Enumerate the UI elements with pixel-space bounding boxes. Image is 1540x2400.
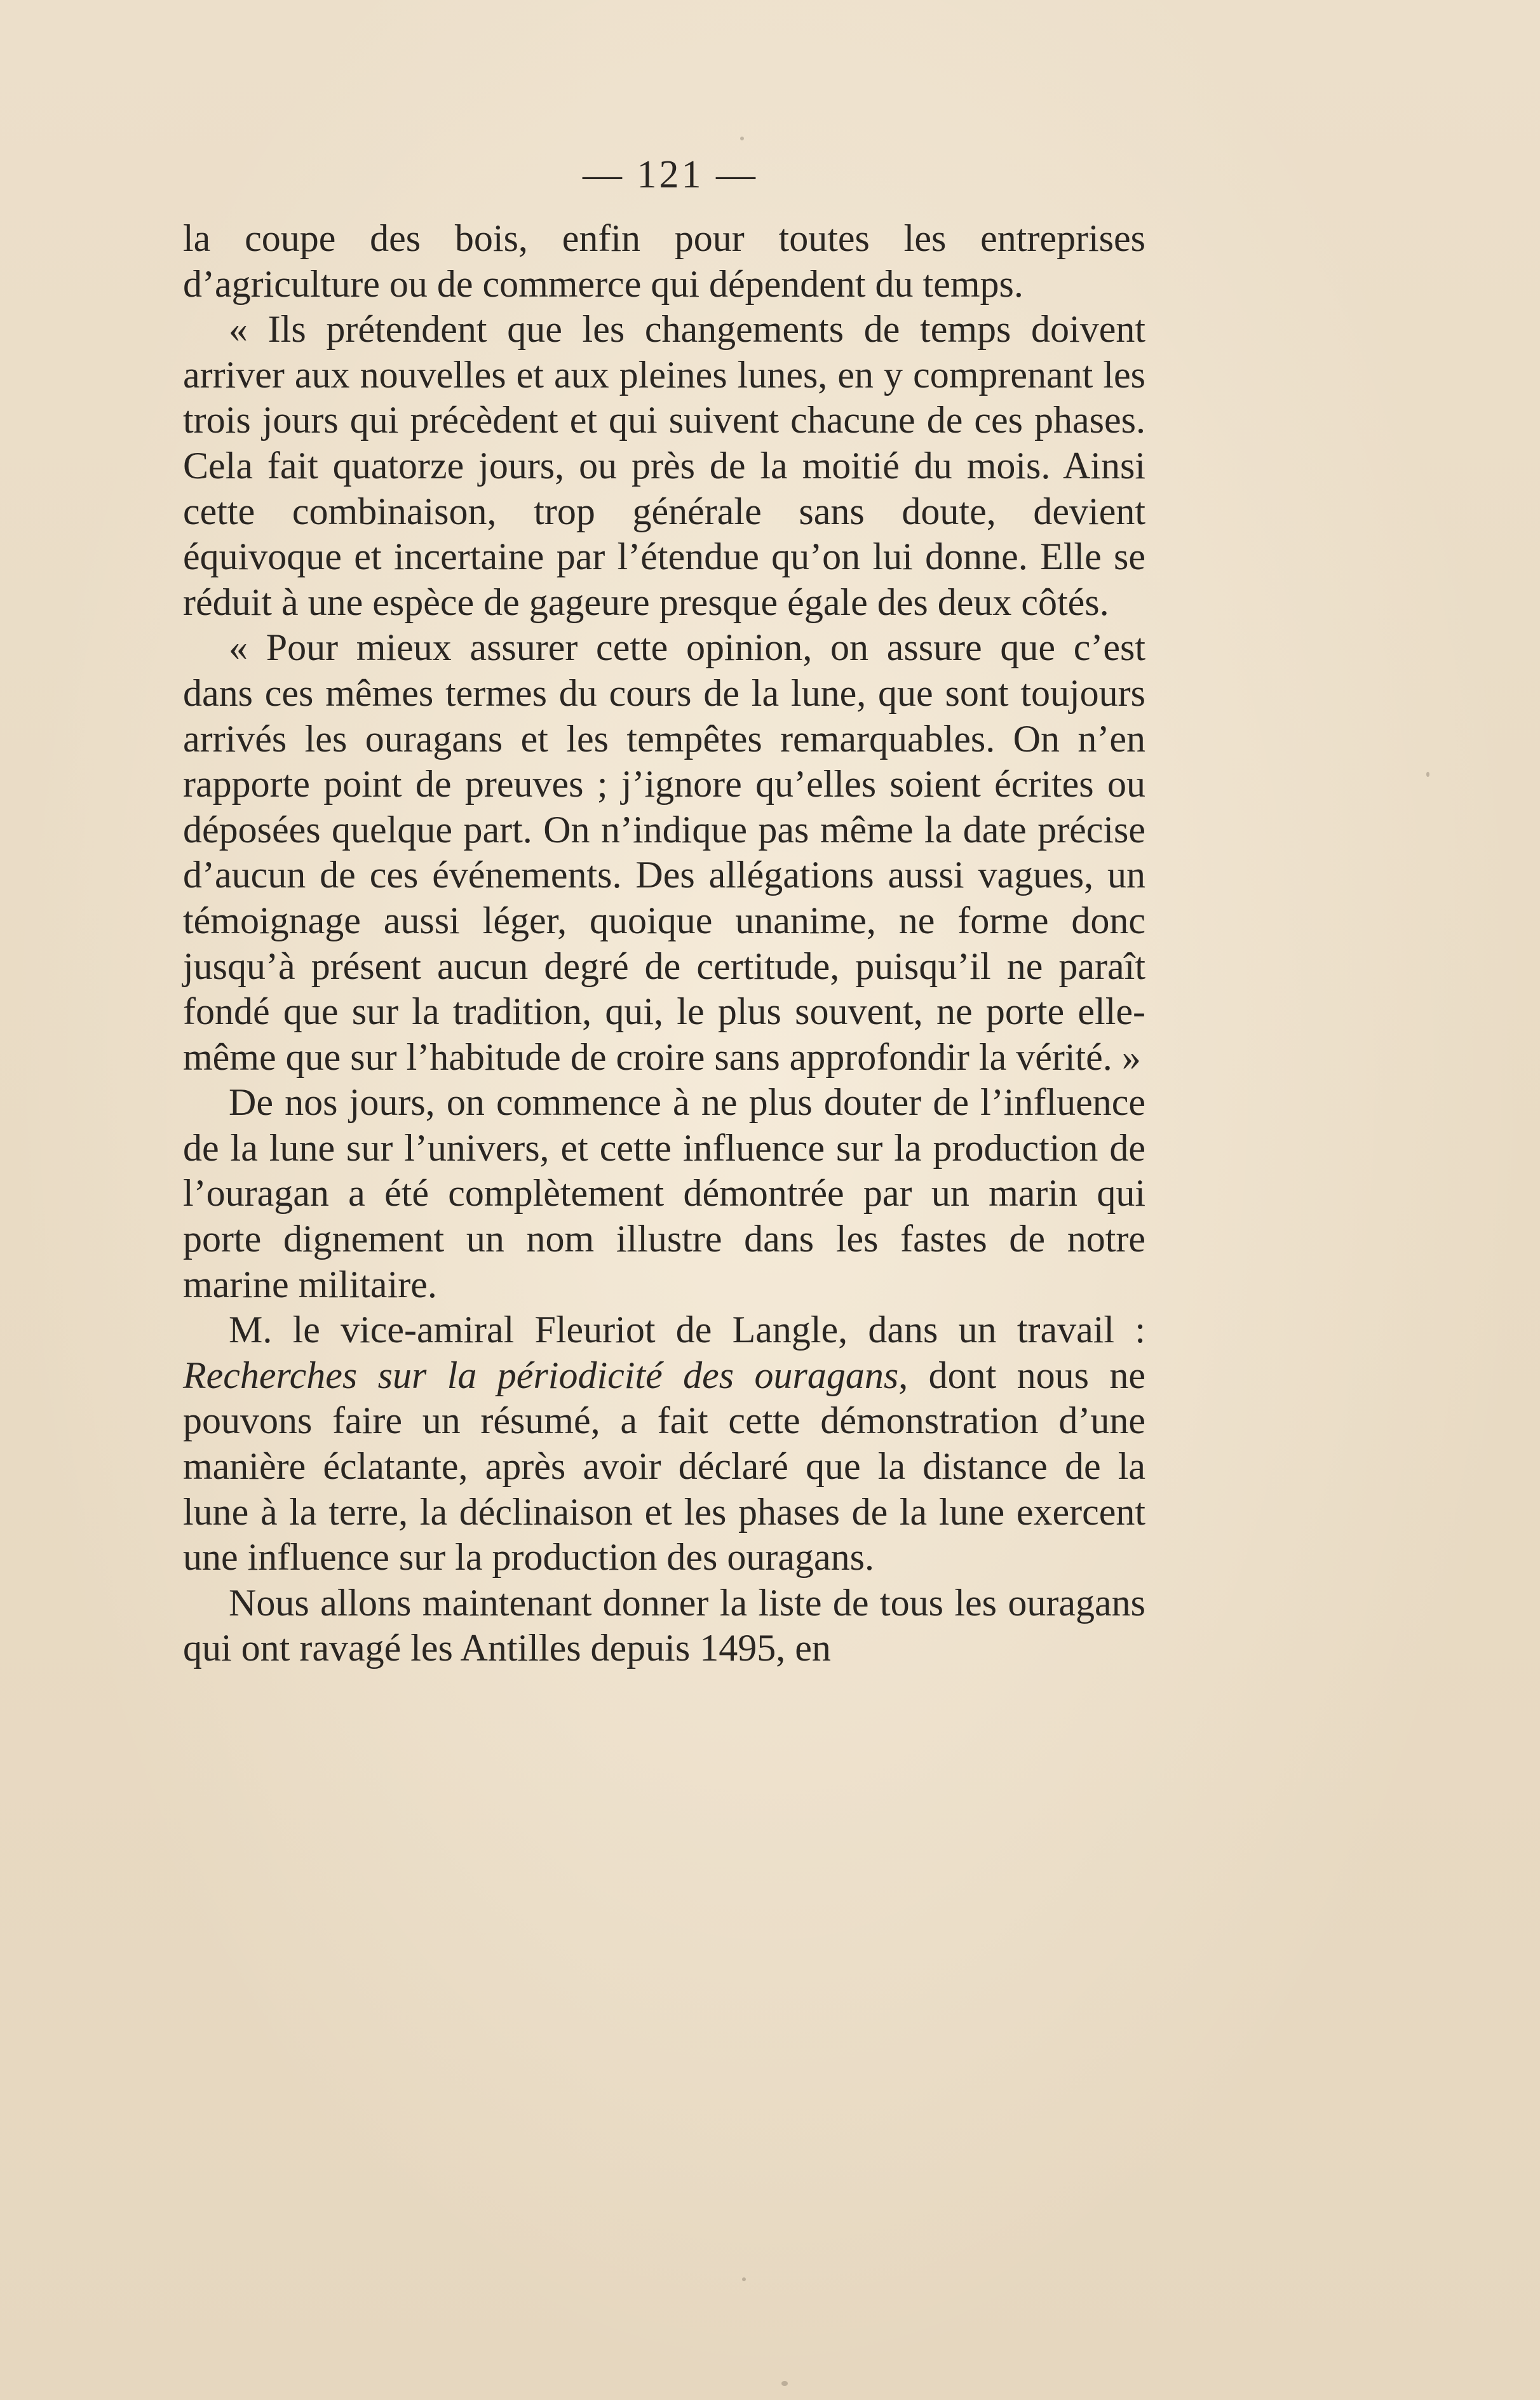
paper-speck — [740, 137, 744, 140]
paragraph-4: De nos jours, on commence à ne plus douter de l’influence de la lune sur l’univers, et cette influence sur la production de l’ouragan a été complètement démontrée par un marin qui porte dignement un nom illustre dans les fastes de notre marine militaire. — [183, 1081, 1145, 1305]
paper-speck — [1426, 772, 1429, 777]
paragraph-5 — [183, 1307, 1145, 1581]
paragraph-6: Nous allons maintenant donner la liste de tous les ouragans qui ont ravagé les Antilles depuis 1495, en — [183, 1581, 1145, 1669]
paragraph-5-rest: , dont nous ne pouvons faire un résumé, a fait cette démonstration d’une manière éclatante, après avoir déclaré que la distance de la lune à la terre, la déclinaison et les phases de la lune exercent une influence sur la production des ouragans. — [183, 1354, 1145, 1579]
paragraph-3: « Pour mieux assurer cette opinion, on assure que c’est dans ces mêmes termes du cours de la lune, que sont toujours arrivés les ouragans et les tempêtes remarquables. On n’en rapporte point de preuves ; j’ignore qu’elles soient écrites ou déposées quelque part. On n’indique pas même la date précise d’aucun de ces événements. Des allégations aussi vagues, un témoignage aussi léger, quoique unanime, ne forme donc jusqu’à présent aucun degré de certitude, puisqu’il ne paraît fondé que sur la tradition, qui, le plus souvent, ne porte elle-même que sur l’habitude de croire sans approfondir la vérité. » — [183, 626, 1145, 1078]
paper-speck — [742, 2277, 746, 2281]
paper-speck — [781, 2381, 788, 2386]
paragraph-5-lead: M. le vice-amiral Fleuriot de Langle, dans un travail : — [229, 1309, 1145, 1351]
body-text — [183, 216, 1145, 1671]
paragraph-1: la coupe des bois, enfin pour toutes les entreprises d’agriculture ou de commerce qui dépendent du temps. — [183, 217, 1145, 305]
paragraph-2: « Ils prétendent que les changements de temps doivent arriver aux nouvelles et aux pleines lunes, en y comprenant les trois jours qui précèdent et qui suivent chacune de ces phases. Cela fait quatorze jours, ou près de la moitié du mois. Ainsi cette combinaison, trop générale sans doute, devient équivoque et incertaine par l’étendue qu’on lui donne. Elle se réduit à une espèce de gageure presque égale des deux côtés. — [183, 308, 1145, 623]
cited-work-title: Recherches sur la périodicité des ouragans — [183, 1354, 899, 1396]
page-number: — 121 — — [583, 153, 758, 196]
